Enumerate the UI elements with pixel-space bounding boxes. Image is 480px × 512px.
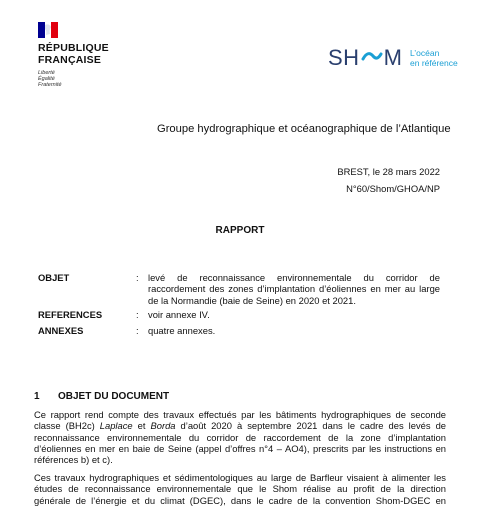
field-value-references: voir annexe IV. [148, 309, 210, 320]
group-title: Groupe hydrographique et océanographique de l’Atlantique [157, 123, 451, 135]
rf-motto-line-1: Liberté [38, 70, 55, 76]
field-colon: : [136, 272, 139, 283]
paragraph-1 [34, 409, 446, 465]
report-title: RAPPORT [215, 225, 265, 236]
shom-tagline-line-2: en référence [410, 58, 458, 68]
rf-title-line-1: RÉPUBLIQUE [38, 42, 109, 54]
marianne-emblem-icon [38, 22, 58, 38]
field-colon: : [136, 325, 139, 336]
rf-motto [38, 70, 62, 88]
rf-motto-line-3: Fraternité [38, 82, 62, 88]
field-label-annexes: ANNEXES [38, 325, 84, 336]
section-title: OBJET DU DOCUMENT [58, 391, 170, 402]
objet-line: de la Normandie (baie de Seine) en 2020 et 2021. [148, 294, 356, 306]
section-number: 1 [34, 391, 40, 402]
reference-number: N°60/Shom/GHOA/NP [346, 183, 440, 194]
place-date: BREST, le 28 mars 2022 [337, 166, 440, 177]
paragraph-line: reconnaissance environnementale du corridor de raccordement de la zone d’implantation [34, 431, 446, 443]
field-colon: : [136, 309, 139, 320]
field-value-annexes: quatre annexes. [148, 325, 216, 336]
paragraph-line: générale de l’énergie et du climat (DGEC), dans le cadre de la convention Shom-DGEC en [34, 494, 446, 506]
republique-francaise-logo [38, 42, 109, 66]
shom-wave-icon [361, 46, 383, 68]
shom-logo [328, 45, 402, 73]
shom-logo-word-left: SH [328, 45, 360, 70]
shom-tagline-line-1: L’océan [410, 48, 440, 58]
shom-logo-word-right: M [383, 45, 403, 70]
field-label-objet: OBJET [38, 272, 70, 283]
paragraph-line: Ces travaux hydrographiques et sédimentologiques au large de Barfleur visaient à alimenter les [34, 472, 446, 483]
field-label-references: REFERENCES [38, 309, 103, 320]
shom-tagline [410, 48, 458, 68]
objet-line: levé de reconnaissance environnementale du corridor de [148, 272, 440, 283]
field-value-objet [148, 272, 440, 306]
rf-motto-line-2: Égalité [38, 76, 55, 82]
objet-line: raccordement des zones d’implantation d’éoliennes en mer au large [148, 283, 440, 295]
paragraph-line: classe (BH2c) Laplace et Borda d’août 2020 à septembre 2021 dans le cadre des levés de [34, 420, 446, 432]
paragraph-line: Ce rapport rend compte des travaux effectués par les bâtiments hydrographiques de seconde [34, 409, 446, 420]
paragraph-line: références b) et c). [34, 454, 113, 466]
rf-title-line-2: FRANÇAISE [38, 54, 102, 66]
paragraph-line: d’éoliennes en mer en baie de Seine (appel d’offres n°4 – AO4), prescrits par les instructions en [34, 442, 446, 454]
paragraph-line: études de reconnaissance environnementale que le Shom réalise au profit de la direction [34, 483, 446, 495]
paragraph-2 [34, 472, 446, 506]
